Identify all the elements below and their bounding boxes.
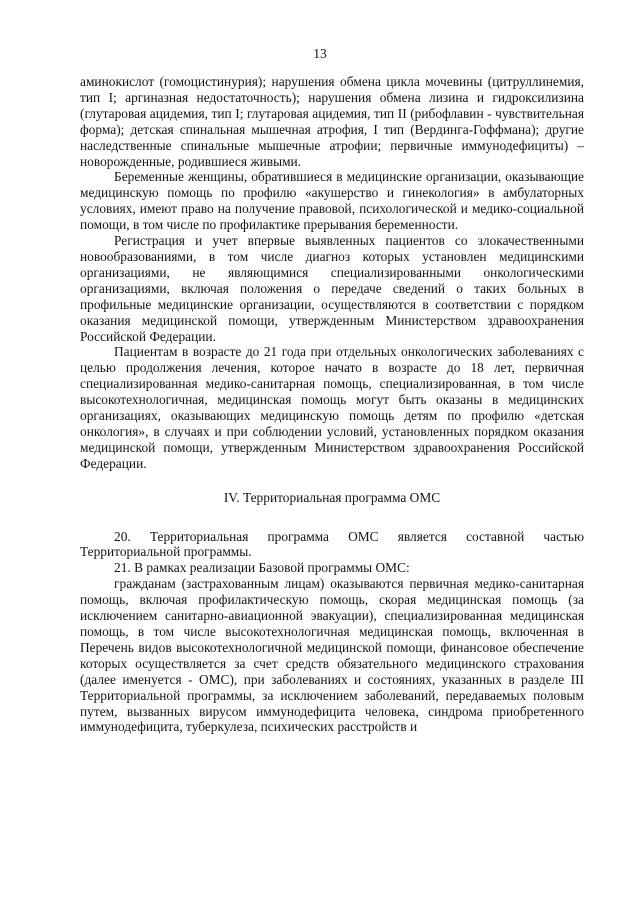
clause-21: 21. В рамках реализации Базовой программы ОМС: [114, 560, 410, 576]
paragraph-hereditary-diseases: аминокислот (гомоцистинурия); нарушения обмена цикла мочевины (цитруллинемия, тип I; аргиназная недостаточность); нарушения обмена лизина и гидроксилизина (глутаровая ацидемия, тип I; глутаровая ацидемия, тип II (рибофлавин - чувствительная форма); детская спинальная мышечная атрофия, I тип (Вердинга-Гоффмана); другие наследственные спинальные мышечные атрофии; первичные иммунодефициты) – новорожденные, родившиеся живыми. [80, 74, 584, 169]
clause-20: 20. Территориальная программа ОМС является составной частью Территориальной программы. [80, 528, 584, 560]
paragraph-pregnant-women: Беременные женщины, обратившиеся в медицинские организации, оказывающие медицинскую помощь по профилю «акушерство и гинекология» в амбулаторных условиях, имеют право на получение правовой, психологической и медико-социальной помощи, в том числе по профилактике прерывания беременности. [80, 169, 584, 233]
clause-21-citizens: гражданам (застрахованным лицам) оказываются первичная медико-санитарная помощь, включая профилактическую помощь, скорая медицинская помощь (за исключением санитарно-авиационной эвакуации), специализированная медицинская помощь, в том числе высокотехнологичная медицинская помощь, включенная в Перечень видов высокотехнологичной медицинской помощи, финансовое обеспечение которых осуществляется за счет средств обязательного медицинского страхования (далее именуется - ОМС), при заболеваниях и состояниях, указанных в разделе III Территориальной программы, за исключением заболеваний, передаваемых половым путем, вызванных вирусом иммунодефицита человека, синдрома приобретенного иммунодефицита, туберкулеза, психических расстройств и [80, 576, 584, 735]
paragraph-patients-under-21: Пациентам в возрасте до 21 года при отдельных онкологических заболеваниях с целью продолжения лечения, которое начато в возрасте до 18 лет, первичная специализированная медико-санитарная помощь, специализированная, в том числе высокотехнологичная, медицинская помощь могут быть оказаны в медицинских организациях, оказывающих медицинскую помощь детям по профилю «детская онкология», в случаях и при соблюдении условий, установленных порядком оказания медицинской помощи, утвержденным Министерством здравоохранения Российской Федерации. [80, 344, 584, 471]
section-heading: IV. Территориальная программа ОМС [223, 489, 441, 505]
paragraph-oncology-registration: Регистрация и учет впервые выявленных пациентов со злокачественными новообразованиями, в том числе диагноз которых установлен медицинскими организациями, не являющимися специализированными онкологическими организациями, включая положения о передаче сведений о таких больных в профильные медицинские организации, осуществляются в соответствии с порядком оказания медицинской помощи, утвержденным Министерством здравоохранения Российской Федерации. [80, 233, 584, 344]
body-text [80, 74, 584, 735]
page-number: 13 [313, 46, 327, 61]
